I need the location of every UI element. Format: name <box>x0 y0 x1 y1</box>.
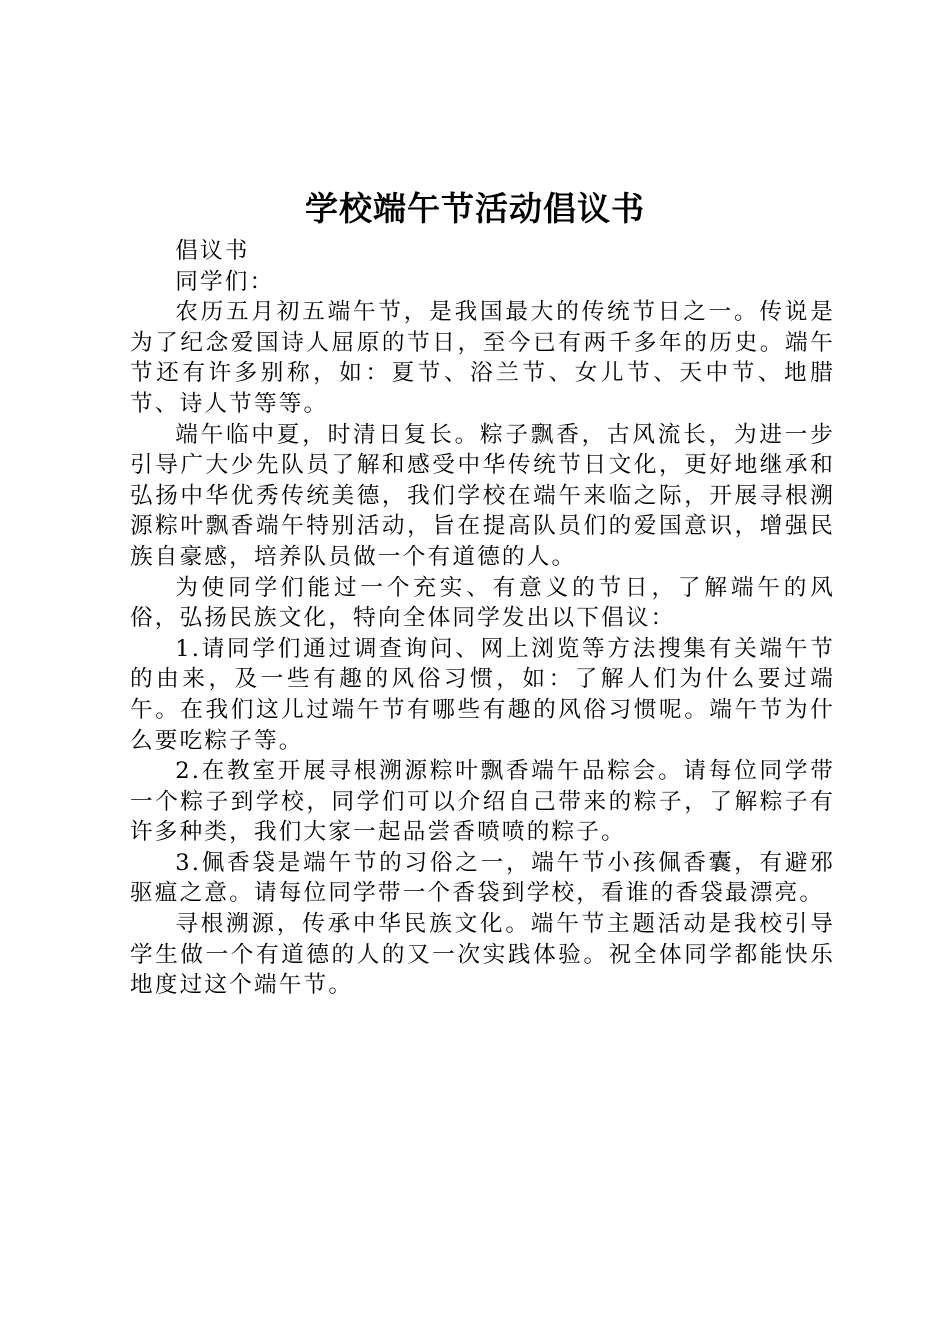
proposal-item-3: 3.佩香袋是端午节的习俗之一，端午节小孩佩香囊，有避邪驱瘟之意。请每位同学带一个香袋到学校，看谁的香袋最漂亮。 <box>130 849 835 907</box>
paragraph-intro: 农历五月初五端午节，是我国最大的传统节日之一。传说是为了纪念爱国诗人屈原的节日，至今已有两千多年的历史。端午节还有许多别称，如：夏节、浴兰节、女儿节、天中节、地腊节、诗人节等等。 <box>130 299 835 417</box>
paragraph-purpose: 端午临中夏，时清日复长。粽子飘香，古风流长，为进一步引导广大少先队员了解和感受中华传统节日文化，更好地继承和弘扬中华优秀传统美德，我们学校在端午来临之际，开展寻根溯源粽叶飘香端午特别活动，旨在提高队员们的爱国意识，增强民族自豪感，培养队员做一个有道德的人。 <box>130 421 835 570</box>
proposal-item-1: 1.请同学们通过调查询问、网上浏览等方法搜集有关端午节的由来，及一些有趣的风俗习惯，如：了解人们为什么要过端午。在我们这儿过端午节有哪些有趣的风俗习惯呢。端午节为什么要吃粽子等。 <box>130 635 835 754</box>
proposal-item-2: 2.在教室开展寻根溯源粽叶飘香端午品粽会。请每位同学带一个粽子到学校，同学们可以介绍自己带来的粽子，了解粽子有许多种类，我们大家一起品尝香喷喷的粽子。 <box>130 758 835 846</box>
heading-label: 倡议书 <box>175 238 250 264</box>
paragraph-closing: 寻根溯源，传承中华民族文化。端午节主题活动是我校引导学生做一个有道德的人的又一次实践体验。祝全体同学都能快乐地度过这个端午节。 <box>130 911 835 999</box>
document-title: 学校端午节活动倡议书 <box>305 189 645 228</box>
paragraph-call: 为使同学们能过一个充实、有意义的节日，了解端午的风俗，弘扬民族文化，特向全体同学发出以下倡议： <box>130 574 835 632</box>
document-body <box>130 236 835 1001</box>
salutation: 同学们： <box>175 268 275 295</box>
